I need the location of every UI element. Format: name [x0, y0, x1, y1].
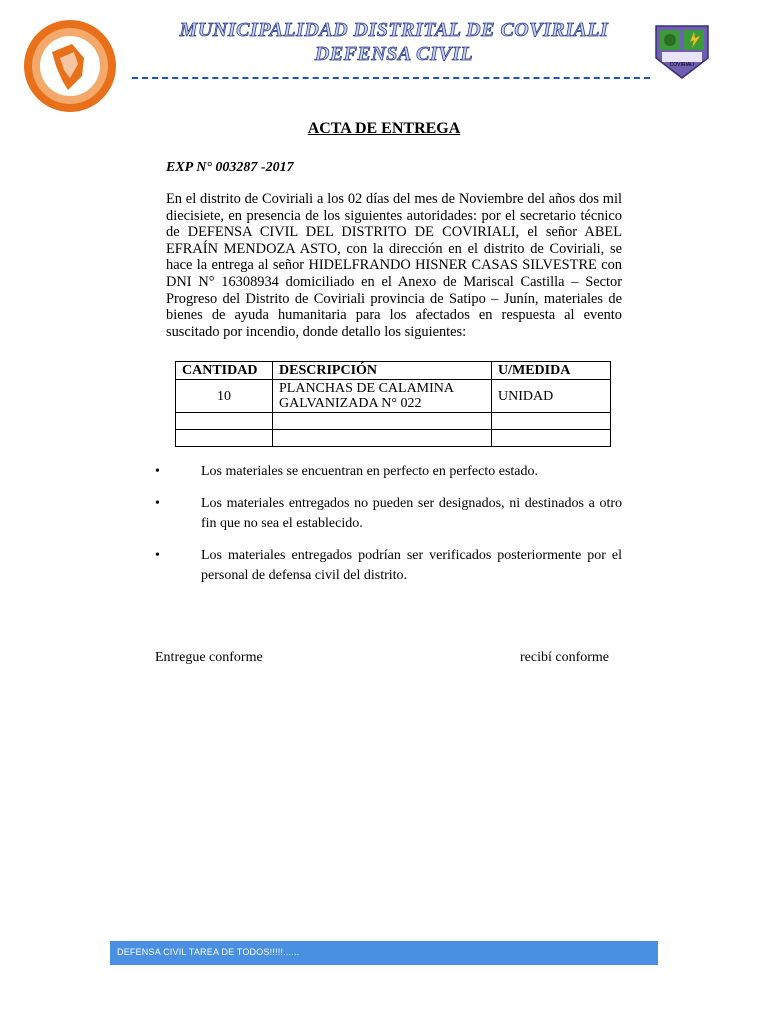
- table-cell-cantidad: [176, 413, 273, 430]
- header-divider: [132, 77, 650, 79]
- column-header-descripcion: DESCRIPCIÓN: [273, 362, 492, 380]
- column-header-cantidad: CANTIDAD: [176, 362, 273, 380]
- list-item-text: Los materiales entregados no pueden ser designados, ni destinados a otro fin que no sea el establecido.: [201, 496, 622, 531]
- bullet-icon: •: [155, 464, 160, 479]
- table-header-row: [176, 362, 611, 380]
- table-cell-descripcion: PLANCHAS DE CALAMINA GALVANIZADA N° 022: [273, 380, 492, 413]
- header-title-line2: DEFENSA CIVIL: [314, 43, 474, 65]
- table-cell-umedida: [492, 413, 611, 430]
- coviriali-logo-text: COVIRIALI: [669, 62, 695, 68]
- exp-number: EXP N° 003287 -2017: [166, 160, 294, 175]
- list-item: [155, 546, 622, 586]
- list-item: [155, 494, 622, 534]
- column-header-umedida: U/MEDIDA: [492, 362, 611, 380]
- table-cell-cantidad: [176, 430, 273, 447]
- list-item-text: Los materiales se encuentran en perfecto en perfecto estado.: [201, 464, 538, 479]
- indeci-seal-icon: [22, 18, 118, 114]
- header-title-line1: MUNICIPALIDAD DISTRITAL DE COVIRIALI: [179, 19, 609, 41]
- coviriali-shield-icon: [650, 18, 714, 82]
- conditions-list: [155, 462, 622, 598]
- table-row: [176, 413, 611, 430]
- list-item-text: Los materiales entregados podrían ser verificados posteriormente por el personal de defensa civil del distrito.: [201, 548, 622, 583]
- list-item: [155, 462, 622, 482]
- signature-left: Entregue conforme: [155, 650, 263, 665]
- table-row: [176, 430, 611, 447]
- header-title: [120, 18, 668, 66]
- table-cell-umedida: UNIDAD: [492, 380, 611, 413]
- table-row: [176, 380, 611, 413]
- bullet-icon: •: [155, 548, 160, 563]
- footer-banner: [110, 941, 658, 965]
- table-cell-umedida: [492, 430, 611, 447]
- footer-text: DEFENSA CIVIL TAREA DE TODOS!!!!!......: [117, 947, 300, 957]
- table-cell-descripcion: [273, 430, 492, 447]
- table-cell-descripcion: [273, 413, 492, 430]
- bullet-icon: •: [155, 496, 160, 511]
- document-title: ACTA DE ENTREGA: [307, 120, 461, 137]
- body-paragraph: En el distrito de Coviriali a los 02 días del mes de Noviembre del años dos mil diecisiete, en presencia de los siguientes autoridades: por el secretario técnico de DEFENSA CIVIL DEL DISTRITO DE COVIRIALI, el señor ABEL EFRAÍN MENDOZA ASTO, con la dirección en el distrito de Coviriali, se hace la entrega al señor HIDELFRANDO HISNER CASAS SILVESTRE con DNI N° 16308934 domiciliado en el Anexo de Mariscal Castilla – Sector Progreso del Distrito de Coviriali provincia de Satipo – Junín, materiales de bienes de ayuda humanitaria para los afectados en respuesta al evento suscitado por incendio, donde detallo los siguientes:: [166, 191, 622, 340]
- materials-table: [175, 361, 611, 447]
- signature-right: recibí conforme: [520, 650, 610, 665]
- table-cell-cantidad: 10: [176, 380, 273, 413]
